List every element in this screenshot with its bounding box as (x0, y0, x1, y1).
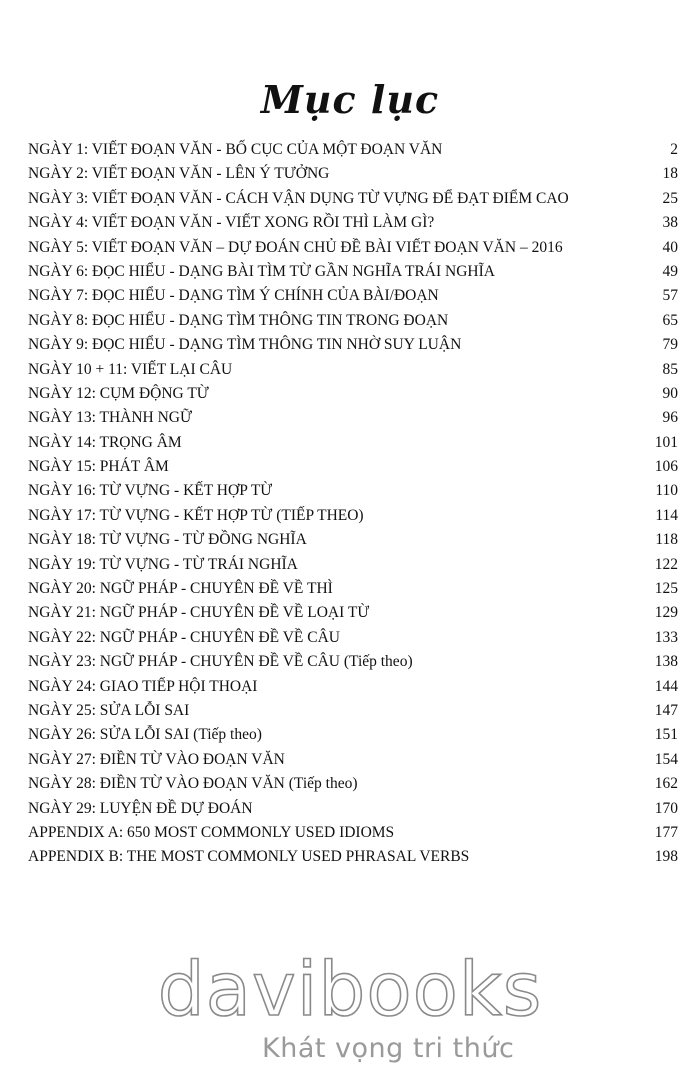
toc-entry-page: 2 (670, 141, 678, 158)
toc-entry (28, 187, 678, 211)
toc-entry-title: NGÀY 23: NGỮ PHÁP - CHUYÊN ĐỀ VỀ CÂU (Tiếp theo) (28, 653, 413, 671)
toc-entry (28, 748, 678, 772)
toc-entry-title: NGÀY 7: ĐỌC HIỂU - DẠNG TÌM Ý CHÍNH CỦA BÀI/ĐOẠN (28, 287, 439, 305)
toc-entry-title: NGÀY 4: VIẾT ĐOẠN VĂN - VIẾT XONG RỒI THÌ LÀM GÌ? (28, 214, 435, 232)
toc-entry (28, 699, 678, 723)
toc-entry-page: 162 (654, 775, 678, 793)
toc-entry (28, 162, 678, 186)
toc-entry-title: NGÀY 14: TRỌNG ÂM (28, 433, 182, 451)
toc-entry-page: 125 (654, 580, 678, 598)
toc-entry-title: NGÀY 19: TỪ VỰNG - TỪ TRÁI NGHĨA (28, 555, 298, 573)
toc-entry-title: NGÀY 12: CỤM ĐỘNG TỪ (28, 384, 209, 402)
toc-entry (28, 528, 678, 552)
toc-entry (28, 626, 678, 650)
toc-entry-page: 129 (654, 604, 678, 622)
toc-entry-page: 96 (662, 409, 678, 427)
toc-entry-title: APPENDIX B: THE MOST COMMONLY USED PHRASAL VERBS (28, 848, 470, 866)
toc-entry (28, 601, 678, 625)
toc-entry (28, 406, 678, 430)
toc-entry (28, 479, 678, 503)
toc-entry-title: NGÀY 27: ĐIỀN TỪ VÀO ĐOẠN VĂN (28, 750, 285, 768)
toc-entry (28, 797, 678, 821)
toc-entry (28, 260, 678, 284)
toc-entry-title: NGÀY 2: VIẾT ĐOẠN VĂN - LÊN Ý TƯỞNG (28, 165, 330, 183)
toc-entry (28, 675, 678, 699)
table-of-contents (28, 138, 678, 870)
toc-entry-title: NGÀY 1: VIẾT ĐOẠN VĂN - BỐ CỤC CỦA MỘT ĐOẠN VĂN (28, 141, 443, 158)
toc-entry-page: 85 (662, 360, 678, 378)
toc-entry-page: 90 (662, 384, 678, 402)
toc-entry-title: NGÀY 13: THÀNH NGỮ (28, 409, 193, 427)
toc-entry (28, 284, 678, 308)
toc-entry-title: NGÀY 8: ĐỌC HIỂU - DẠNG TÌM THÔNG TIN TRONG ĐOẠN (28, 311, 449, 329)
toc-entry (28, 431, 678, 455)
toc-entry-page: 110 (655, 482, 678, 500)
toc-entry-title: NGÀY 25: SỬA LỖI SAI (28, 701, 190, 719)
toc-entry-page: 144 (654, 677, 678, 695)
toc-entry-title: NGÀY 29: LUYỆN ĐỀ DỰ ĐOÁN (28, 799, 253, 817)
toc-entry (28, 772, 678, 796)
toc-entry-title: NGÀY 18: TỪ VỰNG - TỪ ĐỒNG NGHĨA (28, 531, 307, 549)
toc-entry-title: NGÀY 15: PHÁT ÂM (28, 458, 169, 476)
toc-entry (28, 358, 678, 382)
toc-entry (28, 138, 678, 162)
toc-entry-title: NGÀY 16: TỪ VỰNG - KẾT HỢP TỪ (28, 482, 273, 500)
toc-entry-title: NGÀY 6: ĐỌC HIỂU - DẠNG BÀI TÌM TỪ GẦN NGHĨA TRÁI NGHĨA (28, 262, 495, 280)
toc-entry-page: 133 (654, 628, 678, 646)
toc-entry (28, 333, 678, 357)
toc-entry-page: 147 (654, 701, 678, 719)
toc-entry-title: NGÀY 24: GIAO TIẾP HỘI THOẠI (28, 677, 258, 695)
watermark-brand: davibooks (157, 947, 543, 1033)
toc-entry-title: NGÀY 26: SỬA LỖI SAI (Tiếp theo) (28, 726, 262, 744)
toc-entry (28, 845, 678, 869)
page-title: Mục lục (260, 77, 440, 123)
toc-entry-title: NGÀY 5: VIẾT ĐOẠN VĂN – DỰ ĐOÁN CHỦ ĐỀ BÀI VIẾT ĐOẠN VĂN – 2016 (28, 238, 563, 256)
toc-entry-page: 79 (662, 336, 678, 354)
toc-entry-page: 114 (655, 506, 678, 524)
toc-entry-page: 18 (662, 165, 678, 183)
toc-entry-title: NGÀY 3: VIẾT ĐOẠN VĂN - CÁCH VẬN DỤNG TỪ VỰNG ĐỂ ĐẠT ĐIỂM CAO (28, 189, 569, 207)
toc-entry (28, 577, 678, 601)
watermark-tagline: Khát vọng tri thức (262, 1033, 515, 1064)
toc-entry-page: 101 (654, 433, 678, 451)
toc-entry-page: 106 (654, 458, 678, 476)
toc-entry-page: 49 (662, 262, 678, 280)
toc-entry (28, 211, 678, 235)
toc-entry-title: NGÀY 21: NGỮ PHÁP - CHUYÊN ĐỀ VỀ LOẠI TỪ (28, 604, 370, 622)
toc-entry-page: 138 (654, 653, 678, 671)
toc-entry-page: 177 (654, 823, 678, 841)
toc-entry (28, 504, 678, 528)
toc-entry-page: 122 (654, 555, 678, 573)
toc-entry (28, 309, 678, 333)
toc-entry-page: 151 (654, 726, 678, 744)
toc-entry-page: 57 (662, 287, 678, 305)
toc-entry-title: NGÀY 20: NGỮ PHÁP - CHUYÊN ĐỀ VỀ THÌ (28, 580, 333, 598)
toc-entry-page: 65 (662, 311, 678, 329)
toc-entry-page: 40 (662, 238, 678, 256)
toc-entry-page: 38 (662, 214, 678, 232)
toc-entry-page: 154 (654, 750, 678, 768)
toc-entry (28, 821, 678, 845)
toc-entry-title: NGÀY 22: NGỮ PHÁP - CHUYÊN ĐỀ VỀ CÂU (28, 628, 340, 646)
toc-entry (28, 553, 678, 577)
toc-entry-page: 25 (662, 189, 678, 207)
toc-entry (28, 650, 678, 674)
toc-entry (28, 382, 678, 406)
toc-entry (28, 455, 678, 479)
toc-entry-title: NGÀY 17: TỪ VỰNG - KẾT HỢP TỪ (TIẾP THEO) (28, 506, 364, 524)
toc-entry-page: 170 (654, 799, 678, 817)
toc-entry-page: 118 (655, 531, 678, 549)
toc-entry-title: APPENDIX A: 650 MOST COMMONLY USED IDIOMS (28, 823, 395, 841)
toc-entry-title: NGÀY 10 + 11: VIẾT LẠI CÂU (28, 360, 233, 378)
toc-entry-title: NGÀY 9: ĐỌC HIỂU - DẠNG TÌM THÔNG TIN NHỜ SUY LUẬN (28, 336, 462, 354)
toc-entry (28, 723, 678, 747)
toc-entry (28, 236, 678, 260)
toc-entry-page: 198 (654, 848, 678, 866)
toc-entry-title: NGÀY 28: ĐIỀN TỪ VÀO ĐOẠN VĂN (Tiếp theo) (28, 775, 358, 793)
